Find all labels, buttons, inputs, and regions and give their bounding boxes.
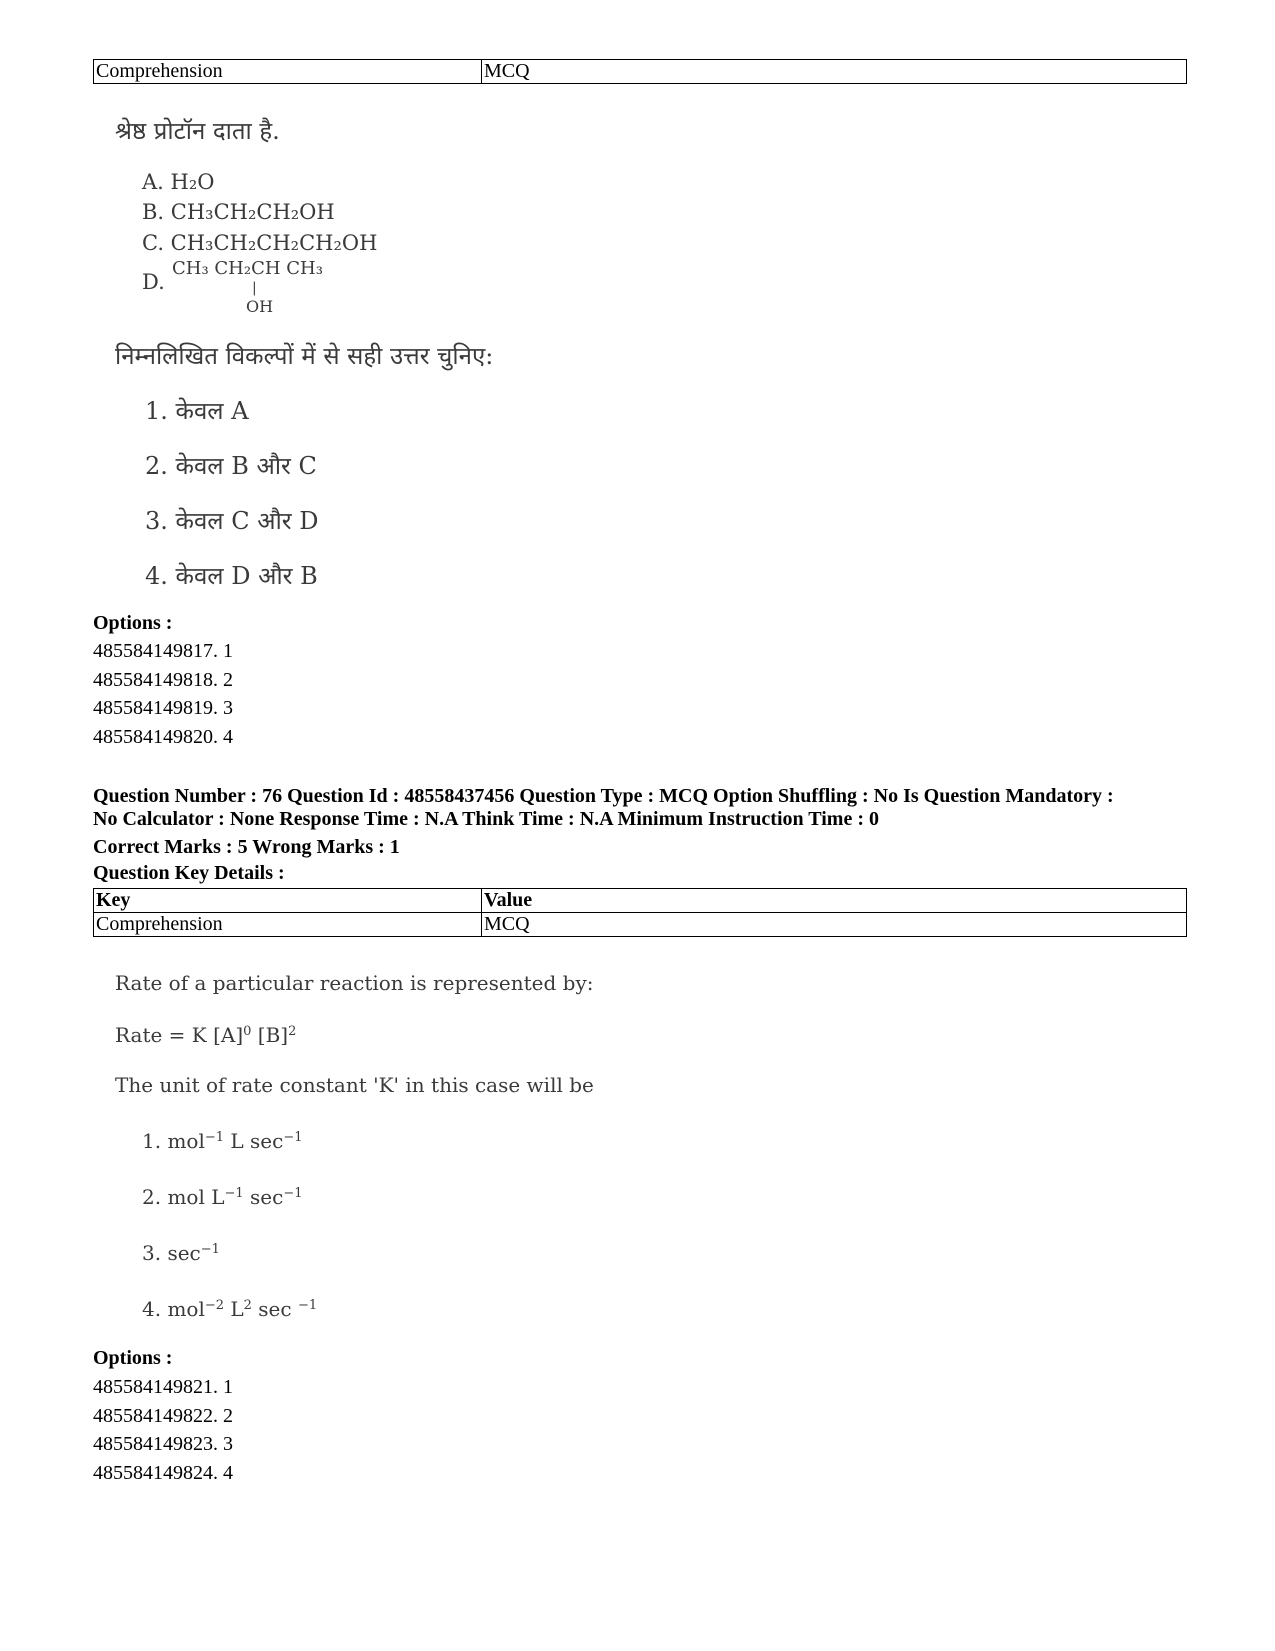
answer-exponent: −2 <box>204 1297 225 1313</box>
question-key-table <box>93 888 1187 937</box>
table-header-row <box>94 889 1187 913</box>
table-row <box>94 913 1187 937</box>
question-meta <box>93 785 1213 831</box>
choice-d-label: D. <box>142 270 165 294</box>
list-item: 485584149823. 3 <box>93 1433 233 1456</box>
answer-exponent: −1 <box>224 1185 244 1201</box>
marks-line: Correct Marks : 5 Wrong Marks : 1 <box>93 836 400 858</box>
rate-equation <box>115 1024 296 1047</box>
answer-text: sec <box>243 1185 284 1209</box>
options-list <box>93 1373 233 1487</box>
list-item: 485584149822. 2 <box>93 1404 233 1427</box>
choice-b: B. CH₃CH₂CH₂OH <box>142 200 335 224</box>
answer-1 <box>142 1130 302 1153</box>
answer-text: 4. mol <box>142 1297 205 1321</box>
instruction-text: निम्नलिखित विकल्पों में से सही उत्तर चुनिए: <box>115 342 494 370</box>
header-value: Value <box>482 889 1187 913</box>
answer-text: L sec <box>224 1129 284 1153</box>
answer-2 <box>142 1186 303 1209</box>
list-item: 485584149821. 1 <box>93 1376 233 1398</box>
answer-exponent: −1 <box>297 1297 318 1313</box>
question-stem: Rate of a particular reaction is represented by: <box>115 971 594 995</box>
answer-exponent: −1 <box>204 1129 225 1145</box>
answer-2: 2. केवल B और C <box>145 452 317 480</box>
meta-line-2: No Calculator : None Response Time : N.A Think Time : N.A Minimum Instruction Time : 0 <box>93 808 879 830</box>
answer-exponent: −1 <box>283 1185 303 1201</box>
answer-4 <box>142 1298 317 1321</box>
answer-exponent: 2 <box>243 1297 252 1313</box>
answer-4: 4. केवल D और B <box>145 562 318 590</box>
rate-exponent-b: 2 <box>288 1023 297 1039</box>
question-key-table-top <box>93 59 1187 84</box>
meta-line-1: Question Number : 76 Question Id : 48558437456 Question Type : MCQ Option Shuffling : No Is Question Mandatory : <box>93 785 1114 807</box>
options-list <box>93 637 233 751</box>
value-cell: MCQ <box>482 913 1187 937</box>
rate-mid: [B] <box>251 1023 289 1047</box>
choice-d-bond: | <box>252 280 257 296</box>
header-key: Key <box>94 889 482 913</box>
answer-3: 3. केवल C और D <box>145 507 319 535</box>
answer-text: L <box>224 1297 244 1321</box>
table-row <box>94 60 1187 84</box>
list-item: 485584149820. 4 <box>93 725 233 748</box>
list-item: 485584149819. 3 <box>93 697 233 720</box>
answer-text: 3. sec <box>142 1241 201 1265</box>
key-cell: Comprehension <box>94 60 482 84</box>
choice-a: A. H₂O <box>142 170 215 194</box>
options-label: Options : <box>93 612 173 634</box>
list-item: 485584149818. 2 <box>93 668 233 691</box>
rate-prefix: Rate = K [A] <box>115 1023 244 1047</box>
key-details-label: Question Key Details : <box>93 862 285 884</box>
unit-question: The unit of rate constant 'K' in this case will be <box>115 1073 594 1097</box>
answer-3 <box>142 1242 220 1265</box>
answer-exponent: −1 <box>283 1129 303 1145</box>
list-item: 485584149824. 4 <box>93 1461 233 1484</box>
choice-d-oh: OH <box>246 297 274 316</box>
answer-text: sec <box>251 1297 298 1321</box>
question-prompt: श्रेष्ठ प्रोटॉन दाता है. <box>115 117 280 145</box>
options-label: Options : <box>93 1347 173 1369</box>
answer-1: 1. केवल A <box>145 397 249 425</box>
value-cell: MCQ <box>482 60 1187 84</box>
choice-d-structure: CH₃ CH₂CH CH₃ <box>172 258 323 279</box>
answer-exponent: −1 <box>200 1241 220 1257</box>
rate-exponent-a: 0 <box>243 1023 252 1039</box>
key-cell: Comprehension <box>94 913 482 937</box>
choice-c: C. CH₃CH₂CH₂CH₂OH <box>142 231 378 255</box>
list-item: 485584149817. 1 <box>93 640 233 662</box>
answer-text: 2. mol L <box>142 1185 225 1209</box>
answer-text: 1. mol <box>142 1129 205 1153</box>
